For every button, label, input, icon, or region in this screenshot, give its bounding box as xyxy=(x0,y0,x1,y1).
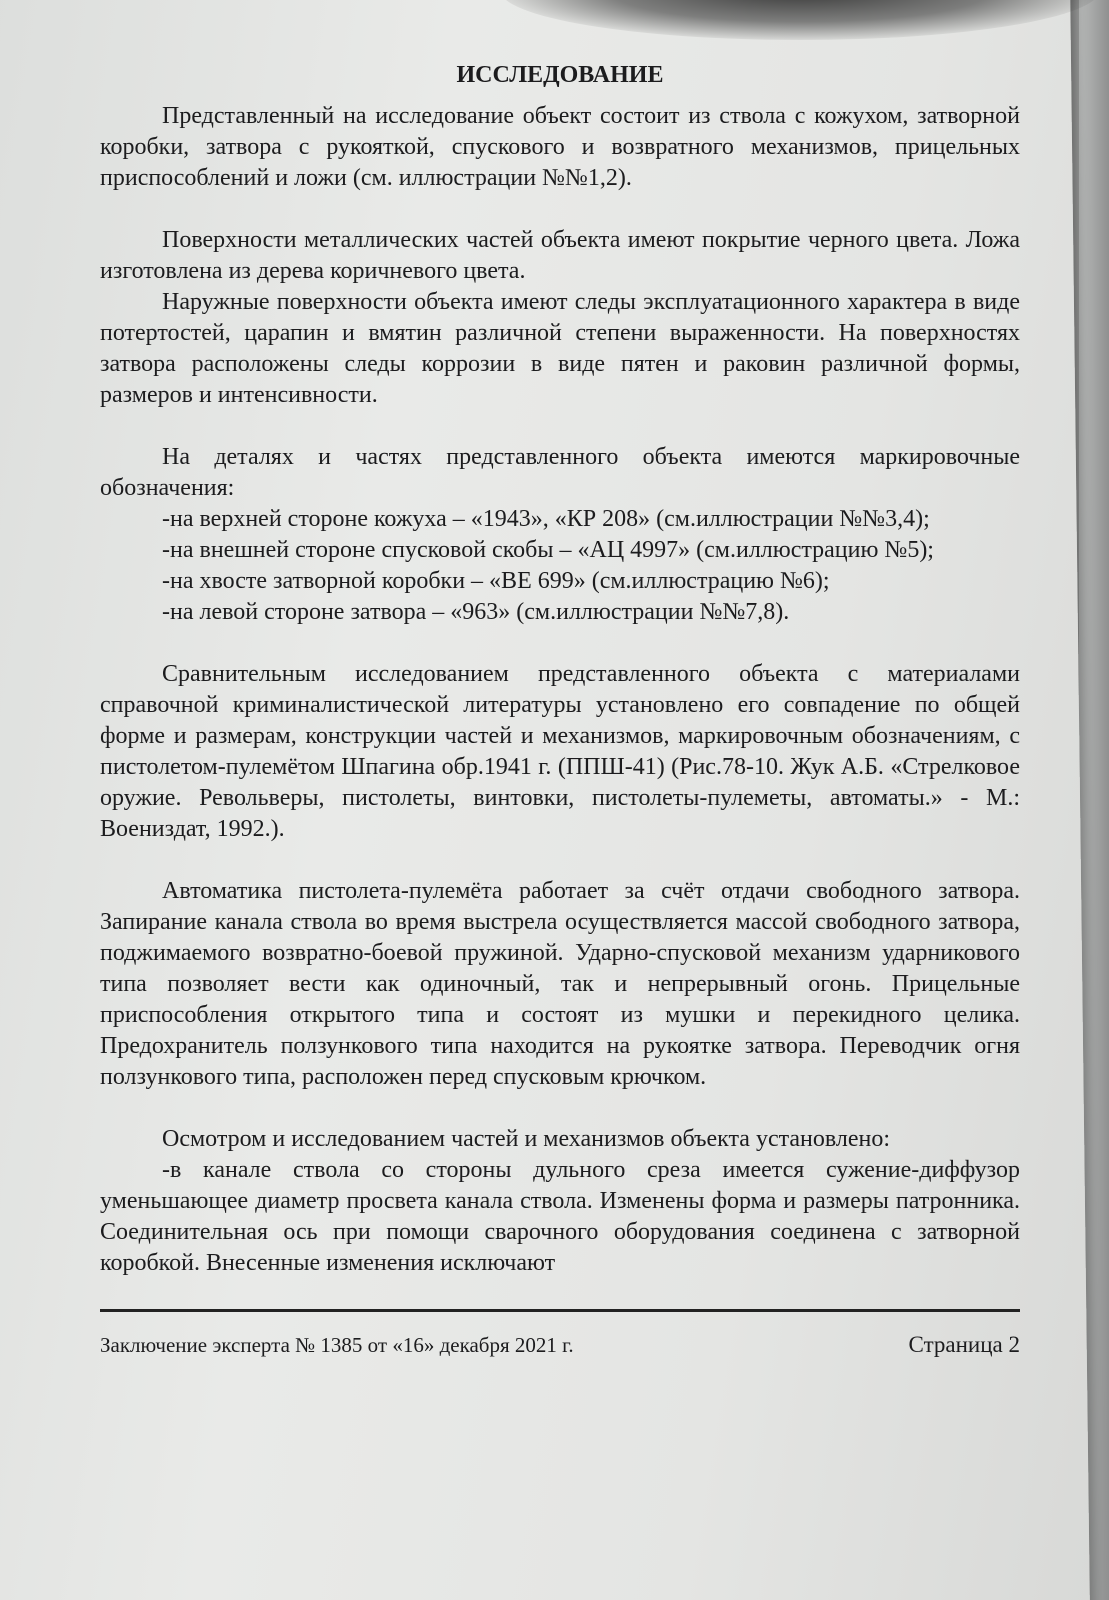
paragraph-comparison: Сравнительным исследованием представленного объекта с материалами справочной криминалистической литературы установлено его совпадение по общей форме и размерам, конструкции частей и механизмов, маркировочным обозначениям, с пистолетом-пулемётом Шпагина обр.1941 г. (ППШ-41) (Рис.78-10. Жук А.Б. «Стрелковое оружие. Револьверы, пистолеты, винтовки, пистолеты-пулеметы, автоматы.» - М.: Воениздат, 1992.). xyxy=(100,661,1020,842)
paragraph-automatics: Автоматика пистолета-пулемёта работает за счёт отдачи свободного затвора. Запирание канала ствола во время выстрела осуществляется массой свободного затвора, поджимаемого возвратно-боевой пружиной. Ударно-спусковой механизм ударникового типа позволяет вести как одиночный, так и непрерывный огонь. Прицельные приспособления открытого типа и состоят из мушки и перекидного целика. Предохранитель ползункового типа находится на рукоятке затвора. Переводчик огня ползункового типа, расположен перед спусковым крючком. xyxy=(100,878,1020,1090)
paragraph-inspection-intro: Осмотром и исследованием частей и механизмов объекта установлено: xyxy=(162,1126,891,1152)
document-body xyxy=(100,60,1020,1359)
paragraph-inspection-findings: -в канале ствола со стороны дульного среза имеется сужение-диффузор уменьшающее диаметр просвета канала ствола. Изменены форма и размеры патронника. Соединительная ось при помощи сварочного оборудования соединена с затворной коробкой. Внесенные изменения исключают xyxy=(100,1157,1020,1276)
marking-item-receiver-tail: -на хвосте затворной коробки – «BE 699» (см.иллюстрацию №6); xyxy=(162,568,830,594)
paragraph-object-composition: Представленный на исследование объект состоит из ствола с кожухом, затворной коробки, затвора с рукояткой, спускового и возвратного механизмов, прицельных приспособлений и ложи (см. иллюстрации №№1,2). xyxy=(100,103,1020,191)
marking-item-bolt: -на левой стороне затвора – «963» (см.иллюстрации №№7,8). xyxy=(162,599,790,625)
footer-conclusion-ref: Заключение эксперта № 1385 от «16» декабря 2021 г. xyxy=(100,1333,574,1357)
footer-page-number: Страница 2 xyxy=(908,1332,1020,1357)
paragraph-surface-coating: Поверхности металлических частей объекта имеют покрытие черного цвета. Ложа изготовлена из дерева коричневого цвета. xyxy=(100,227,1020,284)
footer-divider xyxy=(100,1309,1020,1315)
page-footer xyxy=(100,1323,1020,1359)
marking-item-trigger-guard: -на внешней стороне спусковой скобы – «АЦ 4997» (см.иллюстрацию №5); xyxy=(162,537,934,563)
marking-item-casing: -на верхней стороне кожуха – «1943», «КР 208» (см.иллюстрации №№3,4); xyxy=(162,506,930,532)
paragraph-wear-traces: Наружные поверхности объекта имеют следы эксплуатационного характера в виде потертостей, царапин и вмятин различной степени выраженности. На поверхностях затвора расположены следы коррозии в виде пятен и раковин различной формы, размеров и интенсивности. xyxy=(100,289,1020,408)
paragraph-markings-intro: На деталях и частях представленного объекта имеются маркировочные обозначения: xyxy=(100,444,1020,501)
document-title: ИССЛЕДОВАНИЕ xyxy=(456,62,664,88)
